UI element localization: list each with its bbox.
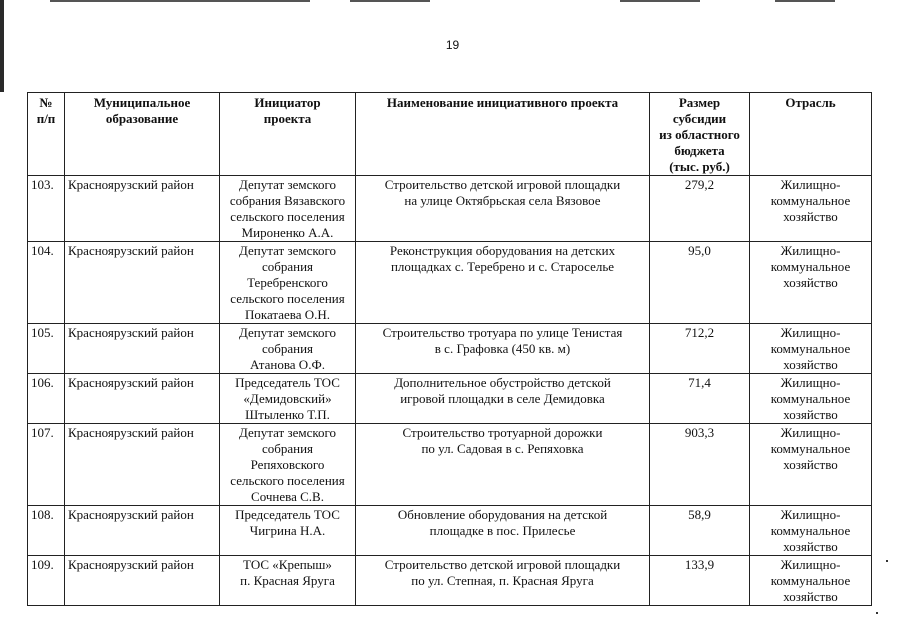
table-row [28,424,872,506]
cell-num: 106. [28,374,65,424]
header-project-name: Наименование инициативного проекта [356,93,650,176]
table-header-row [28,93,872,176]
cell-subsidy: 712,2 [650,324,750,374]
header-municipality: Муниципальное образование [65,93,220,176]
header-initiator: Инициатор проекта [220,93,356,176]
table-row [28,324,872,374]
cell-project-name: Реконструкция оборудования на детских площадках с. Теребрено и с. Староселье [356,242,650,324]
cell-num: 103. [28,176,65,242]
cell-project-name: Строительство детской игровой площадки на улице Октябрьская села Вязовое [356,176,650,242]
scan-edge-top [775,0,835,2]
header-num: № п/п [28,93,65,176]
cell-initiator: Депутат земского собрания Репяховского сельского поселения Сочнева С.В. [220,424,356,506]
cell-num: 108. [28,506,65,556]
header-industry: Отрасль [750,93,872,176]
cell-initiator: Депутат земского собрания Теребренского сельского поселения Покатаева О.Н. [220,242,356,324]
cell-industry: Жилищно- коммунальное хозяйство [750,506,872,556]
cell-industry: Жилищно- коммунальное хозяйство [750,242,872,324]
cell-project-name: Обновление оборудования на детской площадке в пос. Прилесье [356,506,650,556]
cell-project-name: Дополнительное обустройство детской игровой площадки в селе Демидовка [356,374,650,424]
cell-initiator: Председатель ТОС Чигрина Н.А. [220,506,356,556]
cell-industry: Жилищно- коммунальное хозяйство [750,424,872,506]
cell-project-name: Строительство тротуара по улице Тенистая в с. Графовка (450 кв. м) [356,324,650,374]
projects-table [27,92,872,606]
table-row [28,242,872,324]
cell-subsidy: 71,4 [650,374,750,424]
cell-project-name: Строительство детской игровой площадки по ул. Степная, п. Красная Яруга [356,556,650,606]
cell-municipality: Красноярузский район [65,374,220,424]
cell-initiator: Председатель ТОС «Демидовский» Штыленко Т.П. [220,374,356,424]
cell-subsidy: 133,9 [650,556,750,606]
cell-industry: Жилищно- коммунальное хозяйство [750,324,872,374]
cell-industry: Жилищно- коммунальное хозяйство [750,374,872,424]
header-subsidy: Размер субсидии из областного бюджета (тыс. руб.) [650,93,750,176]
scan-edge-top [350,0,430,2]
cell-num: 105. [28,324,65,374]
scan-edge-top [620,0,700,2]
scan-speck [876,612,878,614]
cell-municipality: Красноярузский район [65,242,220,324]
table-row [28,374,872,424]
cell-initiator: ТОС «Крепыш» п. Красная Яруга [220,556,356,606]
table-row [28,176,872,242]
cell-subsidy: 903,3 [650,424,750,506]
cell-initiator: Депутат земского собрания Атанова О.Ф. [220,324,356,374]
cell-num: 109. [28,556,65,606]
cell-industry: Жилищно- коммунальное хозяйство [750,556,872,606]
cell-project-name: Строительство тротуарной дорожки по ул. Садовая в с. Репяховка [356,424,650,506]
cell-municipality: Красноярузский район [65,424,220,506]
cell-industry: Жилищно- коммунальное хозяйство [750,176,872,242]
cell-municipality: Красноярузский район [65,506,220,556]
table-row [28,506,872,556]
cell-subsidy: 58,9 [650,506,750,556]
scan-speck [886,560,888,562]
scan-edge-top [50,0,310,2]
cell-municipality: Красноярузский район [65,556,220,606]
cell-initiator: Депутат земского собрания Вязавского сельского поселения Мироненко А.А. [220,176,356,242]
table-row [28,556,872,606]
cell-subsidy: 279,2 [650,176,750,242]
cell-subsidy: 95,0 [650,242,750,324]
cell-municipality: Красноярузский район [65,324,220,374]
cell-num: 107. [28,424,65,506]
page-number: 19 [445,38,460,52]
cell-num: 104. [28,242,65,324]
cell-municipality: Красноярузский район [65,176,220,242]
